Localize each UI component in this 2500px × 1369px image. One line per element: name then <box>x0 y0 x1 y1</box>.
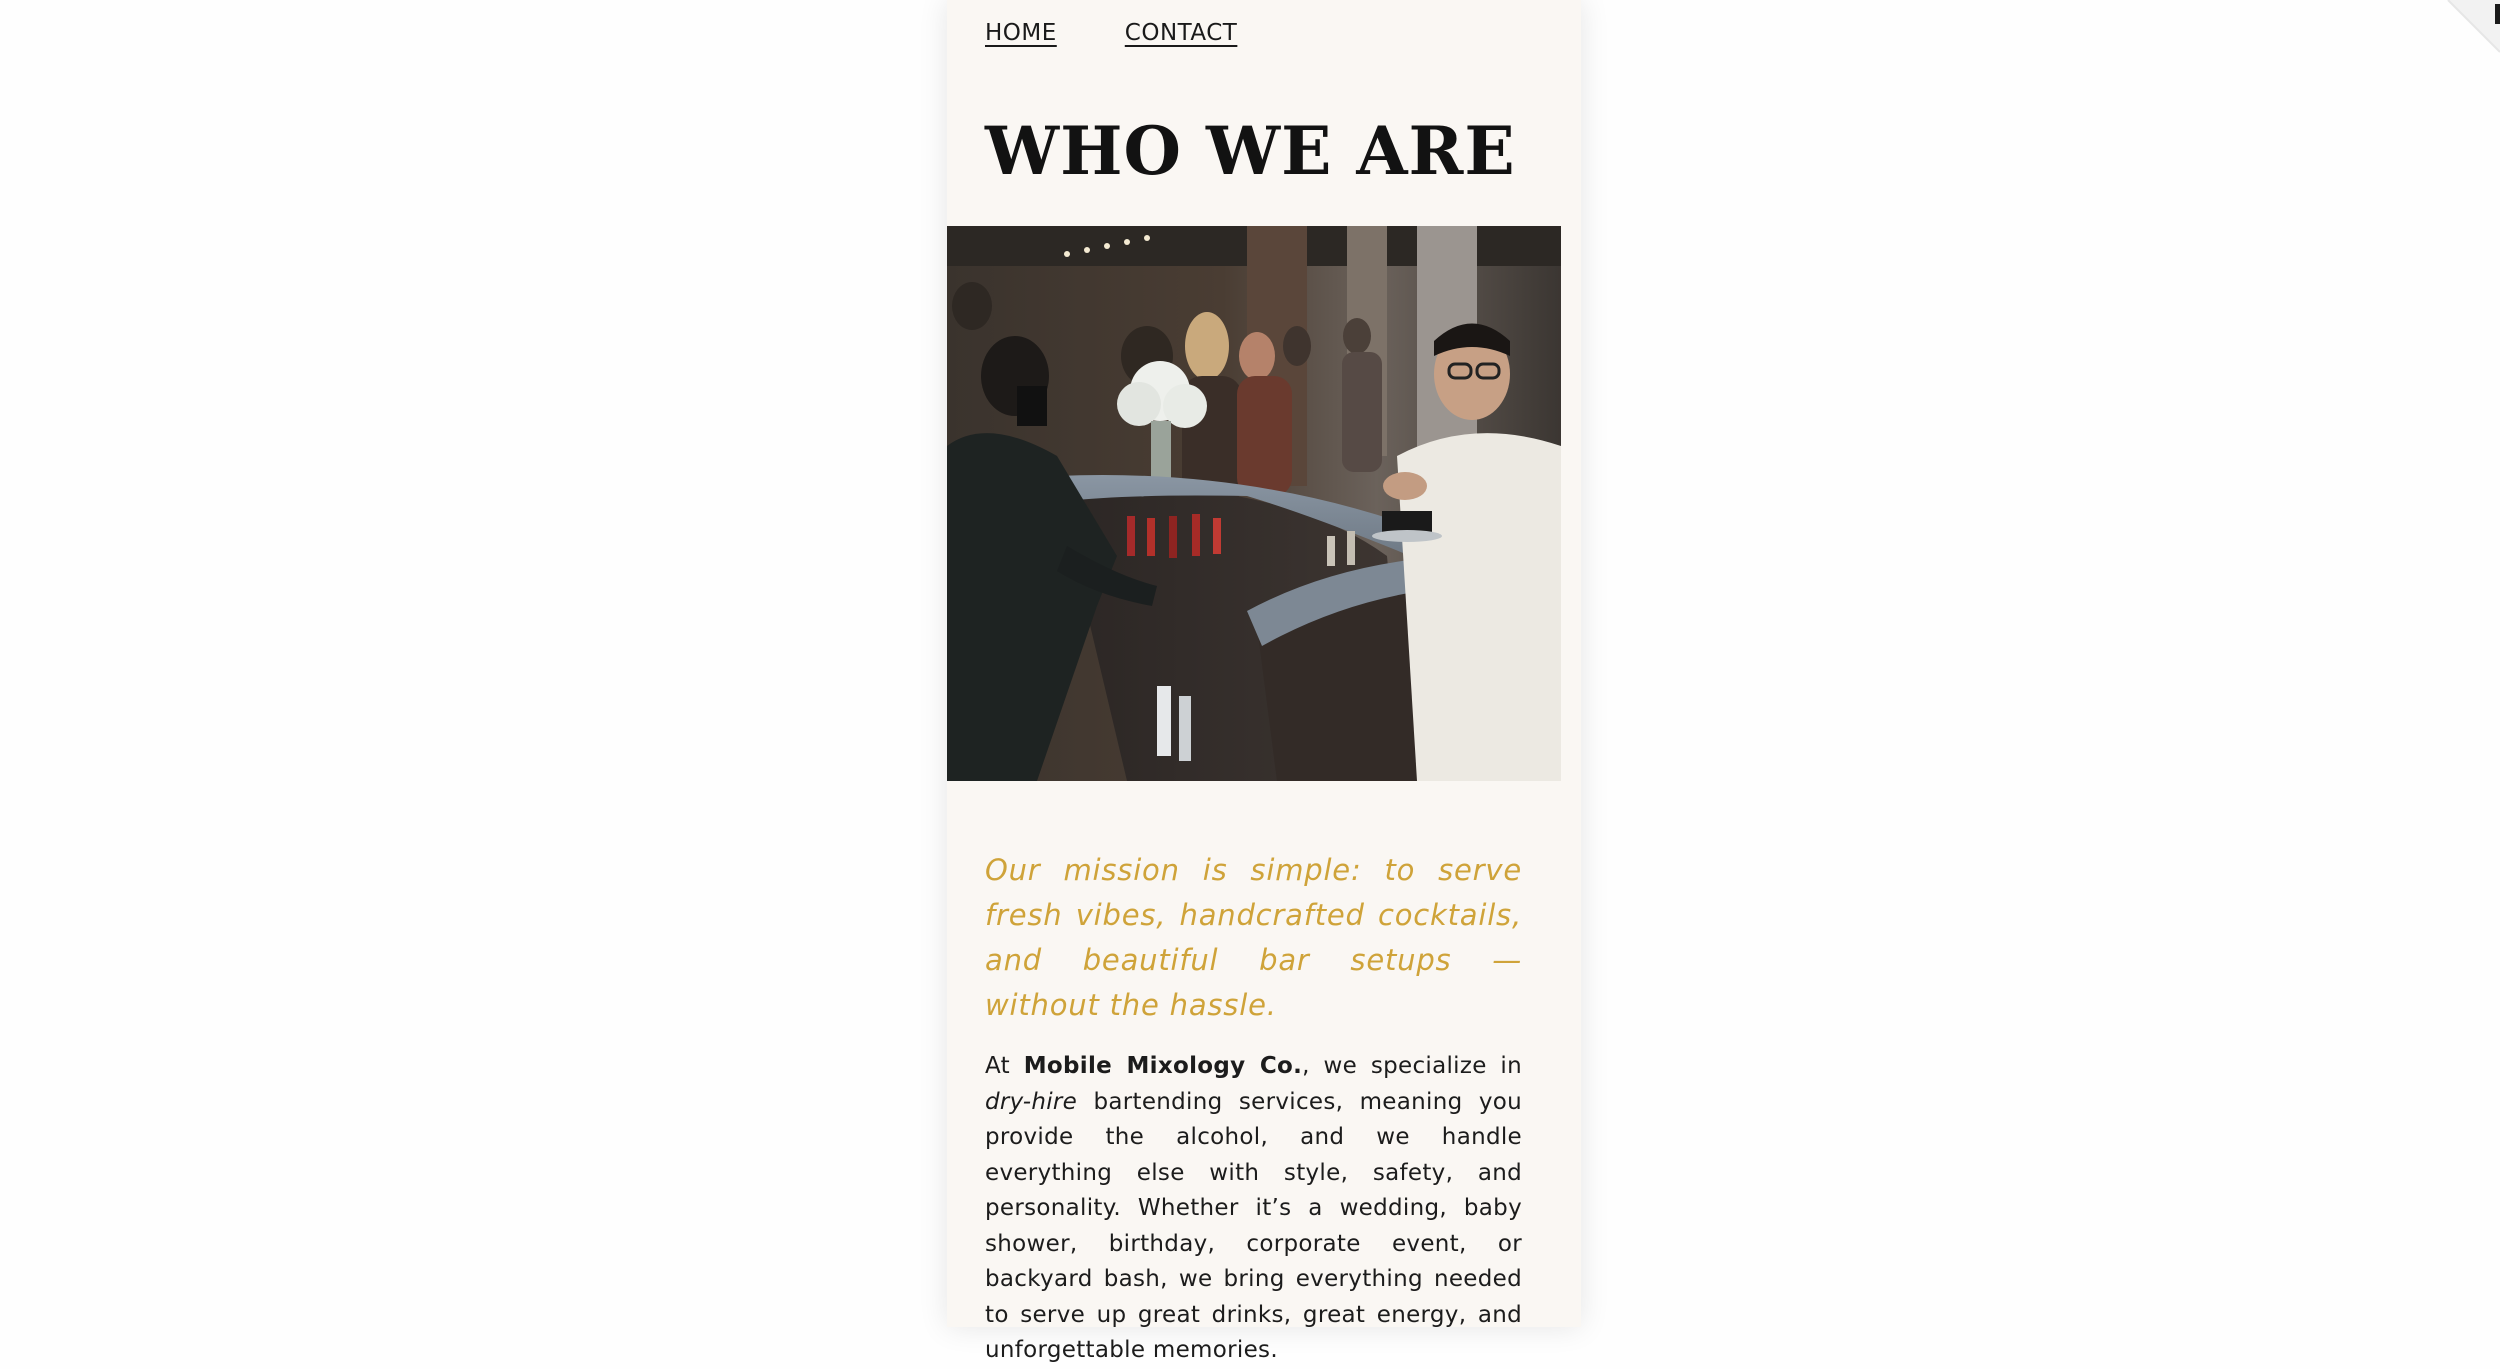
company-name: Mobile Mixology Co. <box>1023 1053 1303 1079</box>
page-title: WHO WE ARE <box>985 112 1516 190</box>
page-column <box>947 0 1581 1363</box>
about-suffix: bartending services, meaning you provide the alcohol, and we handle everything else with style, safety, and personality. Whether it’s a wedding, baby shower, birthday, corporate event, or backyard bash, we bring everything needed to serve up great drinks, great energy, and unforgettable memories. <box>985 1088 1522 1363</box>
about-middle: , we specialize in <box>1302 1053 1523 1079</box>
top-nav <box>985 20 1237 46</box>
nav-link-contact[interactable]: CONTACT <box>1124 20 1238 46</box>
page-corner-fold-icon <box>2440 0 2500 60</box>
about-prefix: At <box>985 1053 1024 1079</box>
mission-statement: Our mission is simple: to serve fresh vibes, handcrafted cocktails, and beautiful bar setups — without the hassle. <box>985 853 1522 1022</box>
nav-link-home[interactable]: HOME <box>985 20 1057 46</box>
hero-image <box>947 226 1561 781</box>
dry-hire-emphasis: dry-hire <box>985 1088 1078 1115</box>
about-paragraph <box>985 1049 1522 1369</box>
